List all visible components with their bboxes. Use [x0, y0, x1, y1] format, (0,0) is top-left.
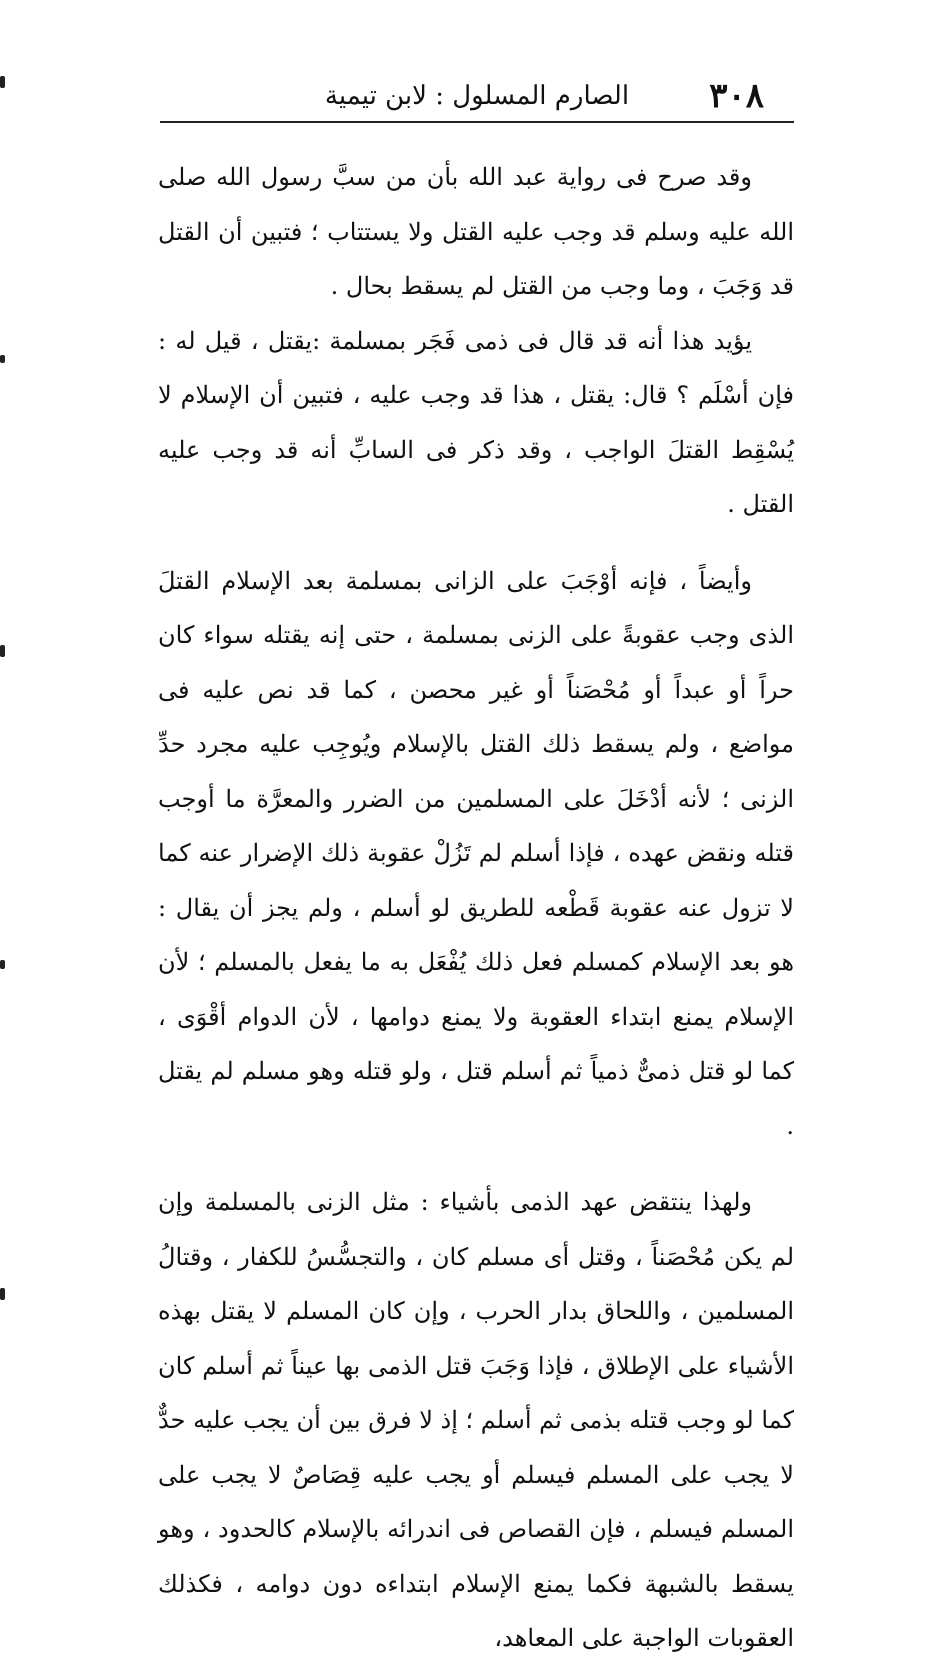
- page-number: ٣٠٨: [709, 76, 764, 116]
- paragraph-1: وقد صرح فى رواية عبد الله بأن من سبَّ رسول الله صلى الله عليه وسلم قد وجب عليه القتل ولا يستتاب ؛ فتبين أن القتل قد وَجَبَ ، وما وجب من القتل لم يسقط بحال .: [158, 163, 794, 300]
- header-rule: [160, 121, 794, 123]
- scan-edge-mark: [0, 76, 5, 88]
- scan-edge-mark: [0, 645, 5, 657]
- scan-edge-mark: [0, 1288, 5, 1300]
- scan-edge-mark: [0, 355, 5, 363]
- page-header: [160, 68, 794, 116]
- scan-edge-mark: [0, 960, 5, 969]
- running-title: الصارم المسلول : لابن تيمية: [324, 81, 630, 111]
- paragraph-3: وأيضاً ، فإنه أوْجَبَ على الزانى بمسلمة بعد الإسلام القتلَ الذى وجب عقوبةً على الزنى بمسلمة ، حتى إنه يقتله سواء كان حراً أو عبداً أو مُحْصَناً أو غير محصن ، كما قد نص عليه فى مواضع ، ولم يسقط ذلك القتل بالإسلام ويُوجِب عليه مجرد حدِّ الزنى ؛ لأنه أدْخَلَ على المسلمين من الضرر والمعرَّة ما أوجب قتله ونقض عهده ، فإذا أسلم لم تَزُلْ عقوبة ذلك الإضرار عنه كما لا تزول عنه عقوبة قَطْعه للطريق لو أسلم ، ولم يجز أن يقال : هو بعد الإسلام كمسلم فعل ذلك يُفْعَل به ما يفعل بالمسلم ؛ لأن الإسلام يمنع ابتداء العقوبة ولا يمنع دوامها ، لأن الدوام أقْوَى ، كما لو قتل ذمىٌّ ذمياً ثم أسلم قتل ، ولو قتله وهو مسلم لم يقتل .: [158, 566, 795, 1140]
- body-text: [158, 150, 794, 1666]
- paragraph-2: يؤيد هذا أنه قد قال فى ذمى فَجَر بمسلمة :يقتل ، قيل له : فإن أسْلَم ؟ قال: يقتل ، هذا قد وجب عليه ، فتبين أن الإسلام لا يُسْقِط القتلَ الواجب ، وقد ذكر فى السابِّ أنه قد وجب عليه القتل .: [158, 326, 794, 518]
- paragraph-4: ولهذا ينتقض عهد الذمى بأشياء : مثل الزنى بالمسلمة وإن لم يكن مُحْصَناً ، وقتل أى مسلم كان ، والتجسُّسُ للكفار ، وقتالُ المسلمين ، واللحاق بدار الحرب ، وإن كان المسلم لا يقتل بهذه الأشياء على الإطلاق ، فإذا وَجَبَ قتل الذمى بها عيناً ثم أسلم كان كما لو وجب قتله بذمى ثم أسلم ؛ إذ لا فرق بين أن يجب عليه حدٌّ لا يجب على المسلم فيسلم أو يجب عليه قِصَاصٌ لا يجب على المسلم فيسلم ، فإن القصاص فى اندرائه بالإسلام كالحدود ، وهو يسقط بالشبهة فكما يمنع الإسلام ابتداءه دون دوامه ، فكذلك العقوبات الواجبة على المعاهد،: [158, 1188, 794, 1652]
